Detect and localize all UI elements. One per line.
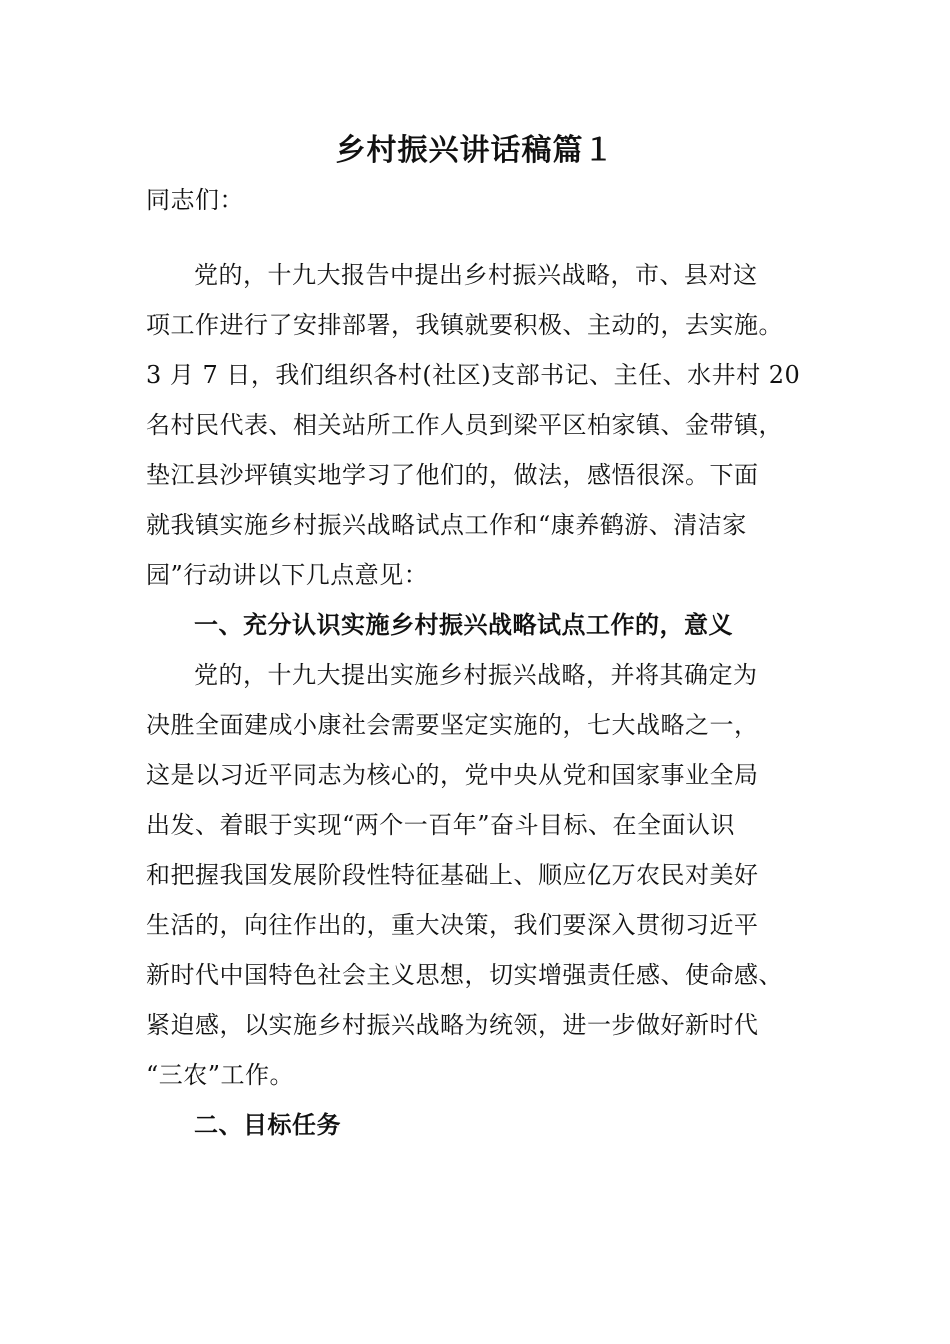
paragraph-2-line-1: 党的，十九大提出实施乡村振兴战略，并将其确定为 bbox=[194, 661, 758, 689]
paragraph-1-line-7: 园”行动讲以下几点意见： bbox=[146, 561, 429, 589]
paragraph-2-line-7: 新时代中国特色社会主义思想，切实增强责任感、使命感、 bbox=[146, 961, 783, 989]
paragraph-1-line-2: 项工作进行了安排部署，我镇就要积极、主动的，去实施。 bbox=[146, 311, 783, 339]
paragraph-1-line-4: 名村民代表、相关站所工作人员到梁平区柏家镇、金带镇， bbox=[146, 411, 783, 439]
paragraph-2-line-6: 生活的，向往作出的，重大决策，我们要深入贯彻习近平 bbox=[146, 911, 759, 939]
page-title: 乡村振兴讲话稿篇１ bbox=[335, 133, 615, 168]
paragraph-1-line-3: 3 月 7 日，我们组织各村(社区)支部书记、主任、水井村 20 bbox=[146, 361, 801, 389]
paragraph-2-line-2: 决胜全面建成小康社会需要坚定实施的，七大战略之一， bbox=[146, 711, 759, 739]
paragraph-1-line-1: 党的，十九大报告中提出乡村振兴战略，市、县对这 bbox=[194, 261, 758, 289]
paragraph-2-line-4: 出发、着眼于实现“两个一百年”奋斗目标、在全面认识 bbox=[146, 811, 736, 839]
paragraph-2-line-9: “三农”工作。 bbox=[146, 1061, 295, 1089]
section-heading-1: 一、充分认识实施乡村振兴战略试点工作的，意义 bbox=[194, 610, 733, 639]
paragraph-2-line-8: 紧迫感，以实施乡村振兴战略为统领，进一步做好新时代 bbox=[146, 1011, 759, 1039]
salutation: 同志们： bbox=[146, 186, 244, 214]
paragraph-1-line-6: 就我镇实施乡村振兴战略试点工作和“康养鹤游、清洁家 bbox=[146, 511, 747, 539]
section-heading-2: 二、目标任务 bbox=[194, 1110, 341, 1139]
paragraph-2-line-5: 和把握我国发展阶段性特征基础上、顺应亿万农民对美好 bbox=[146, 861, 759, 889]
paragraph-1-line-5: 垫江县沙坪镇实地学习了他们的，做法，感悟很深。下面 bbox=[146, 461, 759, 489]
paragraph-2-line-3: 这是以习近平同志为核心的，党中央从党和国家事业全局 bbox=[146, 761, 759, 789]
